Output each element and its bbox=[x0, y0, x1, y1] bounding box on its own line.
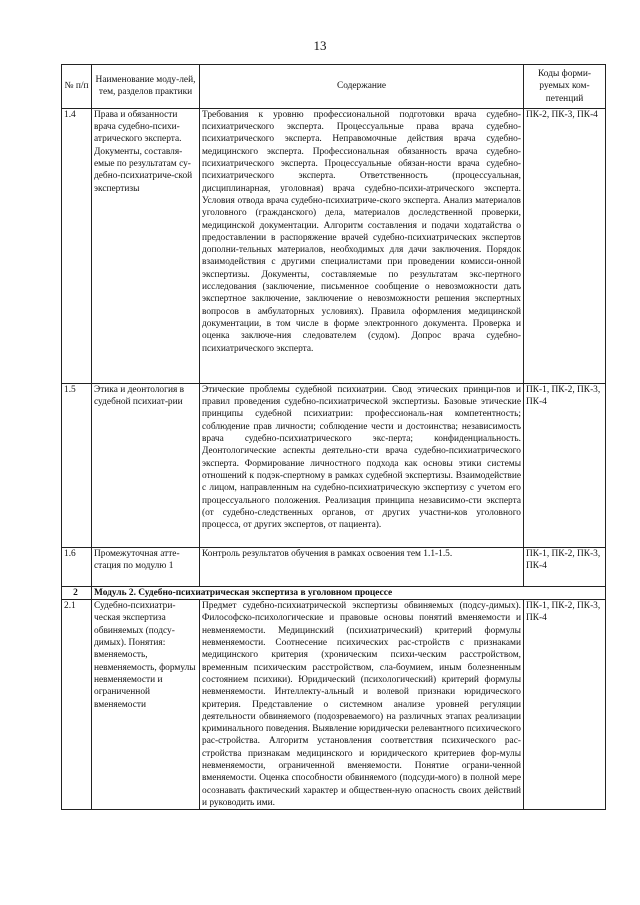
row-content: Этические проблемы судебной психиатрии. Свод этических принци-пов и правил проведения судебно-психиатрической экспертизы. Базовые этические принципы судебной психиатрии: профессиональ-ная компетентность; соблюдение прав личности; соблюдение чести и достоинства; независимость врача судебно-психиатрического экс-перта; конфиденциальность. Деонтологические аспекты деятельно-сти врача судебно-психиатрического эксперта. Формирование личностного подхода как основы этики системы отношений к подэк-спертному в рамках судебной экспертизы. Взаимодействие с лицом, направленным на судебно-психиатрическую экспертизу с учетом его процессуального положения. Реализация принципа независимо-сти эксперта (от судебно-следственных органов, от других участни-ков уголовного процесса, от других экспертов, от пациента). bbox=[200, 383, 524, 547]
row-content: Контроль результатов обучения в рамках освоения тем 1.1-1.5. bbox=[200, 547, 524, 586]
row-codes: ПК-2, ПК-3, ПК-4 bbox=[524, 108, 606, 383]
table-row bbox=[62, 600, 606, 810]
row-num: 1.5 bbox=[62, 383, 92, 547]
page-number: 13 bbox=[313, 38, 327, 53]
row-codes: ПК-1, ПК-2, ПК-3, ПК-4 bbox=[524, 547, 606, 586]
row-codes: ПК-1, ПК-2, ПК-3, ПК-4 bbox=[524, 600, 606, 810]
row-name: Судебно-психиатри-ческая экспертиза обвиняемых (подсу-димых). Понятия: вменяемость, невменяемость, формулы невменяемости и ограниченной вменяемости bbox=[92, 600, 200, 810]
row-codes: ПК-1, ПК-2, ПК-3, ПК-4 bbox=[524, 383, 606, 547]
row-num: 1.4 bbox=[62, 108, 92, 383]
module-row bbox=[62, 586, 606, 599]
module-num: 2 bbox=[62, 586, 92, 599]
curriculum-table bbox=[61, 64, 606, 810]
row-num: 2.1 bbox=[62, 600, 92, 810]
table-row bbox=[62, 547, 606, 586]
table-row bbox=[62, 383, 606, 547]
row-name: Этика и деонтология в судебной психиат-рии bbox=[92, 383, 200, 547]
table-header-row bbox=[62, 65, 606, 109]
row-num: 1.6 bbox=[62, 547, 92, 586]
row-name: Права и обязанности врача судебно-психи-атрического эксперта. Документы, составля-емые по результатам су-дебно-психиатриче-ской экспертизы bbox=[92, 108, 200, 383]
row-content: Предмет судебно-психиатрической экспертизы обвиняемых (подсу-димых). Философско-психологические и правовые основы понятий вменяемости и невменяемости. Медицинский (психиатрический) критерий формулы невменяемости. Соотнесение психических рас-стройств с признаками медицинского критерия (хроническим психи-ческим расстройством, временным психическим расстройством, сла-боумием, иным болезненным состоянием психики). Юридический (психологический) критерий формулы невменяемости. Интеллекту-альный и волевой признаки юридического критерия. Представление о системном анализе уровней регуляции деятельности обвиняемого (подозреваемого) на различных этапах реализации криминального поведения. Выявление юридически релевантного психического рас-стройства. Алгоритм установления соответствия психического рас-стройства признакам медицинского и юридического критериев фор-мулы невменяемости, ограниченной вменяемости. Понятие ограни-ченной вменяемости. Оценка способности обвиняемого (подсуди-мого) в полной мере осознавать фактический характер и обществен-ную опасность своих действий и руководить ими. bbox=[200, 600, 524, 810]
row-name: Промежуточная атте-стация по модулю 1 bbox=[92, 547, 200, 586]
header-content: Содержание bbox=[200, 65, 524, 109]
table-row bbox=[62, 108, 606, 383]
header-num: № п/п bbox=[62, 65, 92, 109]
header-codes: Коды форми-руемых ком-петенций bbox=[524, 65, 606, 109]
module-title: Модуль 2. Судебно-психиатрическая экспертиза в уголовном процессе bbox=[92, 586, 606, 599]
header-name: Наименование моду-лей, тем, разделов практики bbox=[92, 65, 200, 109]
row-content: Требования к уровню профессиональной подготовки врача судебно-психиатрического эксперта. Процессуальные права врача судебно-психиатрического эксперта. Неправомочные действия врача судебно-медицинского эксперта. Профессиональная обязанность врача судебно-психиатрического эксперта. Процессуальные обязан-ности врача судебно-психиатрического эксперта. Ответственность (процессуальная, дисциплинарная, уголовная) врача судебно-психи-атрического эксперта. Условия отвода врача судебно-психиатриче-ского эксперта. Анализ материалов уголовного (гражданского) дела, материалов доследственной проверки, медицинской документации. Алгоритм составления и подачи ходатайства о предоставлении в распоряжение врачей судебно-психиатрических экспертов дополни-тельных материалов, необходимых для дачи заключения. Порядок взаимодействия с другими специалистами при проведении комисси-онной экспертизы. Документы, составляемые по результатам экс-пертного исследования (заключение, письменное сообщение о невозможности дать экспертное заключение, заключение о невозможности решения экспертных вопросов в амбулаторных условиях). Правила оформления медицинской документации, в том числе в форме электронного документа. Проверка и оценка заключе-ния следователем (судом). Допрос врача судебно-психиатрического эксперта. bbox=[200, 108, 524, 383]
